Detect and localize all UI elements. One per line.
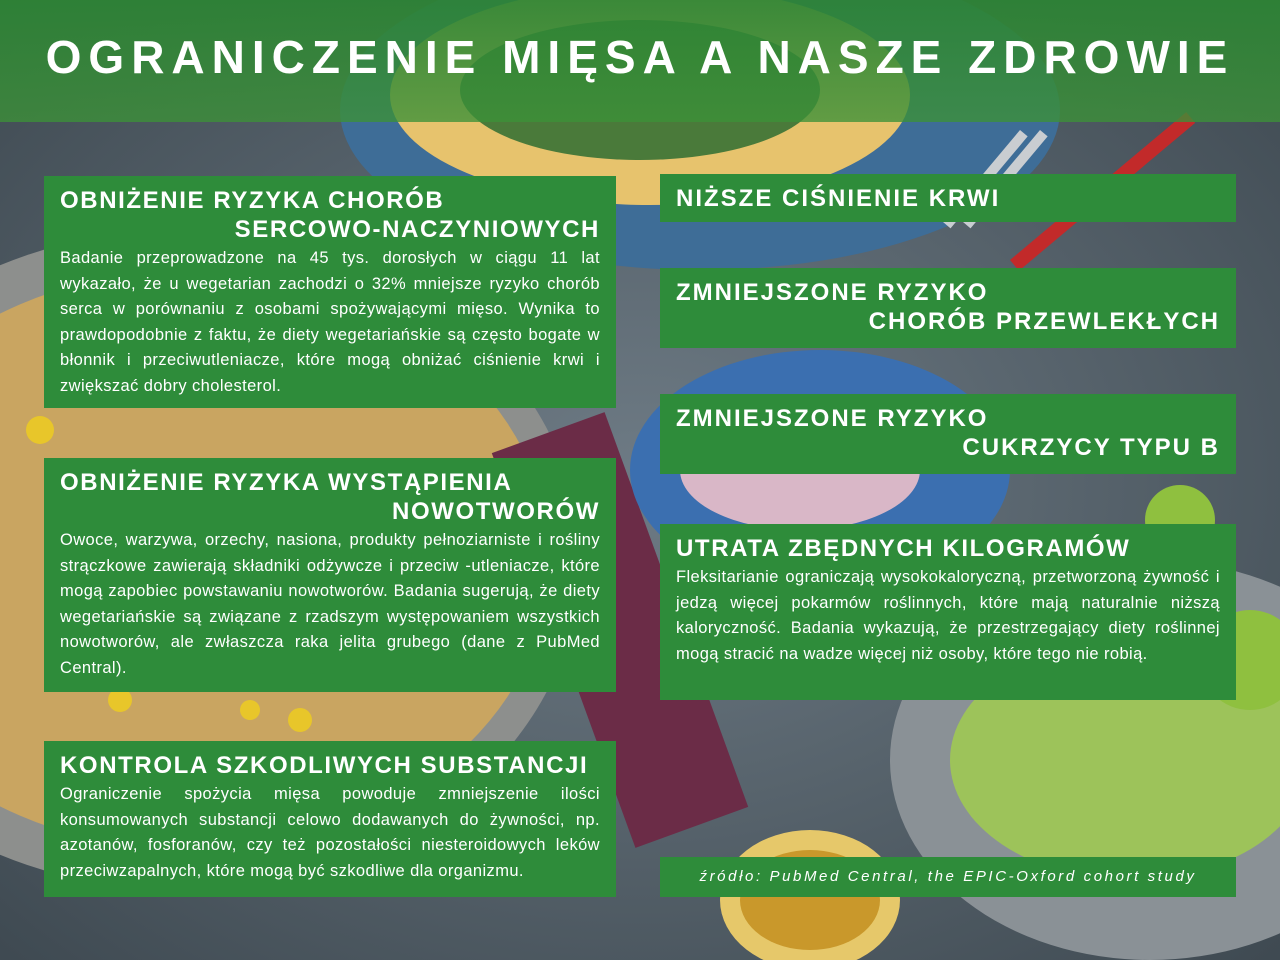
source-citation: źródło: PubMed Central, the EPIC-Oxford cohort study [660,857,1236,897]
card-heart-disease [44,176,616,408]
heading-line-2: SERCOWO-NACZYNIOWYCH [234,216,600,243]
card-heading [60,468,600,526]
card-heading [676,404,1220,462]
card-heading [676,534,1220,563]
heading-line-1: ZMNIEJSZONE RYZYKO [676,279,989,306]
card-body: Fleksitarianie ograniczają wysokokaloryczną, przetworzoną żywność i jedzą więcej pokarmów roślinnych, które mają naturalnie niższą kaloryczność. Badania wykazują, że przestrzegający diety roślinnej mogą stracić na wadze więcej niż osoby, które tego nie robią. [676,568,1220,663]
heading-line-2: CHORÓB PRZEWLEKŁYCH [868,308,1220,335]
card-body: Owoce, warzywa, orzechy, nasiona, produkty pełnoziarniste i rośliny strączkowe zawierają składniki odżywcze i przeciw -utleniacze, które mogą zapobiec powstawaniu nowotworów. Badania sugerują, że diety wegetariańskie są związane z rzadszym występowaniem wszystkich nowotworów, ale zwłaszcza raka jelita grubego (dane z PubMed Central). [60,531,600,677]
card-diabetes [660,394,1236,474]
heading-line-1: OBNIŻENIE RYZYKA WYSTĄPIENIA [60,469,513,496]
card-weight-loss [660,524,1236,700]
card-heading [676,278,1220,336]
card-blood-pressure [660,174,1236,222]
card-harmful-substances [44,741,616,897]
heading-line-1: UTRATA ZBĘDNYCH KILOGRAMÓW [676,535,1131,562]
card-body: Badanie przeprowadzone na 45 tys. dorosłych w ciągu 11 lat wykazało, że u wegetarian zachodzi o 32% mniejsze ryzyko chorób serca w porównaniu z osobami spożywającymi mięso. Wynika to prawdopodobnie z faktu, że diety wegetariańskie są często bogate w błonnik i przeciwutleniacze, które mogą obniżać ciśnienie krwi i zwiększać dobry cholesterol. [60,249,600,395]
card-heading [676,184,1220,213]
card-heading [60,751,600,780]
heading-line-1: OBNIŻENIE RYZYKA CHORÓB [60,187,445,214]
card-cancer-risk [44,458,616,692]
heading-line-1: ZMNIEJSZONE RYZYKO [676,405,989,432]
heading-line-2: CUKRZYCY TYPU B [962,434,1220,461]
card-body: Ograniczenie spożycia mięsa powoduje zmniejszenie ilości konsumowanych substancji celowo dodawanych do żywności, np. azotanów, fosforanów, czy też pozostałości niesteroidowych leków przeciwzapalnych, które mogą być szkodliwe dla organizmu. [60,785,600,880]
card-heading [60,186,600,244]
page-title: OGRANICZENIE MIĘSA A NASZE ZDROWIE [45,31,1235,83]
card-chronic-disease [660,268,1236,348]
heading-line-1: KONTROLA SZKODLIWYCH SUBSTANCJI [60,752,589,779]
heading-line-1: NIŻSZE CIŚNIENIE KRWI [676,185,1001,212]
heading-line-2: NOWOTWORÓW [392,498,600,525]
